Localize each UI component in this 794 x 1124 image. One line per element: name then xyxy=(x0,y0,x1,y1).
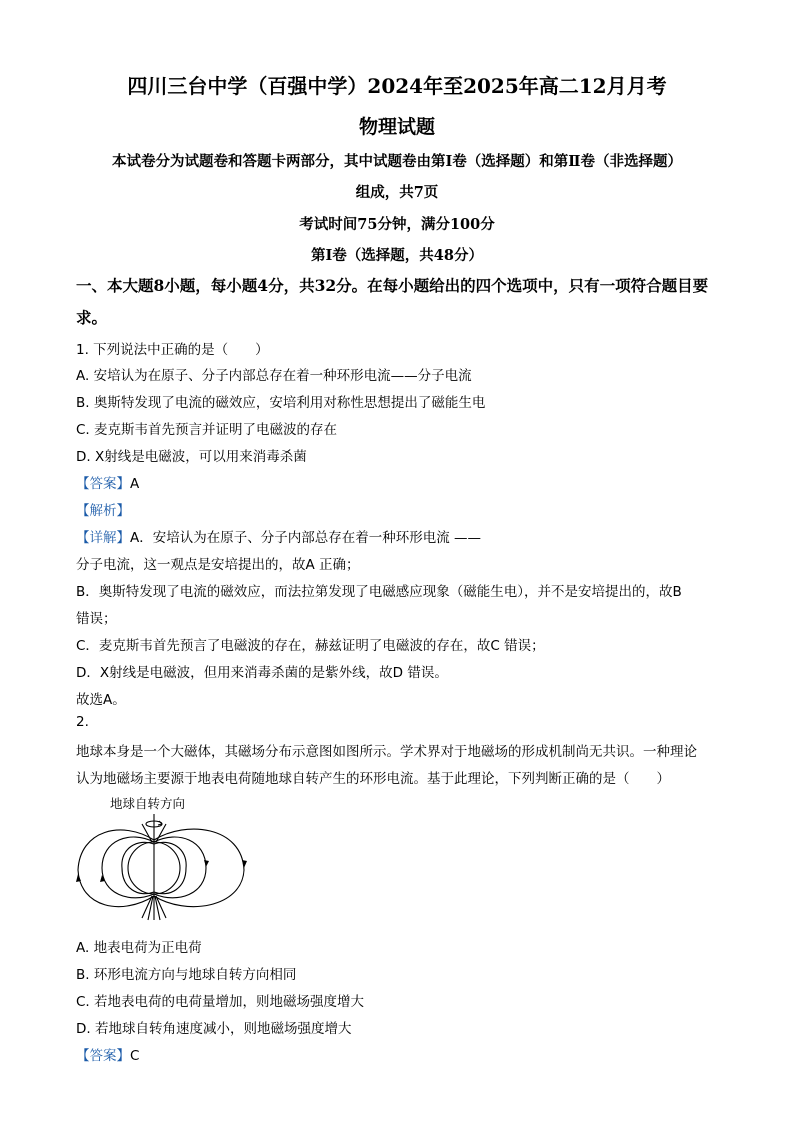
field-arrow-left-mid-icon xyxy=(100,875,105,882)
q1-conclusion: 故选A。 xyxy=(76,692,126,708)
exam-subject: 物理试题 xyxy=(358,116,435,138)
field-lines-diagram xyxy=(72,790,252,930)
q2-answer xyxy=(76,1044,139,1064)
intro-line-2: 组成，共7页 xyxy=(355,184,439,201)
q1-option-d: D. X射线是电磁波，可以用来消毒杀菌 xyxy=(76,449,307,465)
q2-stem-line-2: 认为地磁场主要源于地表电荷随地球自转产生的环形电流。基于此理论，下列判断正确的是（ ） xyxy=(76,771,670,787)
q1-detail-d: D．X射线是电磁波，但用来消毒杀菌的是紫外线，故D 错误。 xyxy=(76,665,448,681)
field-arrow-right-icon xyxy=(242,860,247,868)
detail-a-text: A．安培认为在原子、分子内部总存在着一种环形电流 —— xyxy=(130,530,482,546)
field-line-right-inner xyxy=(154,842,186,893)
figure-label-rotation: 地球自转方向 xyxy=(110,796,186,811)
field-arrow-right-mid-icon xyxy=(204,860,209,867)
q1-option-a: A. 安培认为在原子、分子内部总存在着一种环形电流——分子电流 xyxy=(76,368,472,384)
intro-line-1: 本试卷分为试题卷和答题卡两部分，其中试题卷由第Ⅰ卷（选择题）和第Ⅱ卷（非选择题） xyxy=(112,153,682,170)
field-line-right-outer xyxy=(154,829,244,907)
answer-tag: 【答案】 xyxy=(76,1048,130,1064)
q1-answer xyxy=(76,472,139,492)
time-score-line: 考试时间75分钟，满分100分 xyxy=(299,216,495,233)
answer-tag: 【答案】 xyxy=(76,476,130,492)
exam-title: 四川三台中学（百强中学）2024年至2025年高二12月月考 xyxy=(127,74,667,98)
part-one-heading: 第Ⅰ卷（选择题，共48分） xyxy=(311,247,483,264)
section-one-line-2: 求。 xyxy=(76,308,108,327)
q1-option-c: C. 麦克斯韦首先预言并证明了电磁波的存在 xyxy=(76,422,338,438)
q1-stem: 1. 下列说法中正确的是（ ） xyxy=(76,342,269,358)
q1-option-b: B. 奥斯特发现了电流的磁效应，安培利用对称性思想提出了磁能生电 xyxy=(76,395,486,411)
q1-detail-a-line-2: 分子电流，这一观点是安培提出的，故A 正确； xyxy=(76,557,360,573)
q2-option-b: B. 环形电流方向与地球自转方向相同 xyxy=(76,967,297,983)
field-arrow-left-icon xyxy=(76,874,81,882)
answer-value: C xyxy=(130,1048,140,1064)
earth-magnetic-field-figure xyxy=(72,790,252,930)
q1-detail-a-line-1 xyxy=(76,526,481,546)
q1-analysis-tag: 【解析】 xyxy=(76,503,130,519)
section-one-line-1: 一、本大题8小题，每小题4分，共32分。在每小题给出的四个选项中，只有一项符合题目要 xyxy=(76,276,709,295)
q2-option-d: D. 若地球自转角速度减小，则地磁场强度增大 xyxy=(76,1021,352,1037)
q2-number: 2. xyxy=(76,714,89,730)
q2-option-c: C. 若地表电荷的电荷量增加，则地磁场强度增大 xyxy=(76,994,365,1010)
detail-tag: 【详解】 xyxy=(76,530,130,546)
answer-value: A xyxy=(130,476,140,492)
q2-option-a: A. 地表电荷为正电荷 xyxy=(76,940,202,956)
field-line-left-inner xyxy=(122,842,154,893)
q1-detail-c: C．麦克斯韦首先预言了电磁波的存在，赫兹证明了电磁波的存在，故C 错误； xyxy=(76,638,545,654)
q1-detail-b-line-2: 错误； xyxy=(76,611,117,627)
q1-detail-b-line-1: B．奥斯特发现了电流的磁效应，而法拉第发现了电磁感应现象（磁能生电），并不是安培提出的，故B xyxy=(76,584,682,600)
q2-stem-line-1: 地球本身是一个大磁体，其磁场分布示意图如图所示。学术界对于地磁场的形成机制尚无共识。一种理论 xyxy=(76,744,697,760)
